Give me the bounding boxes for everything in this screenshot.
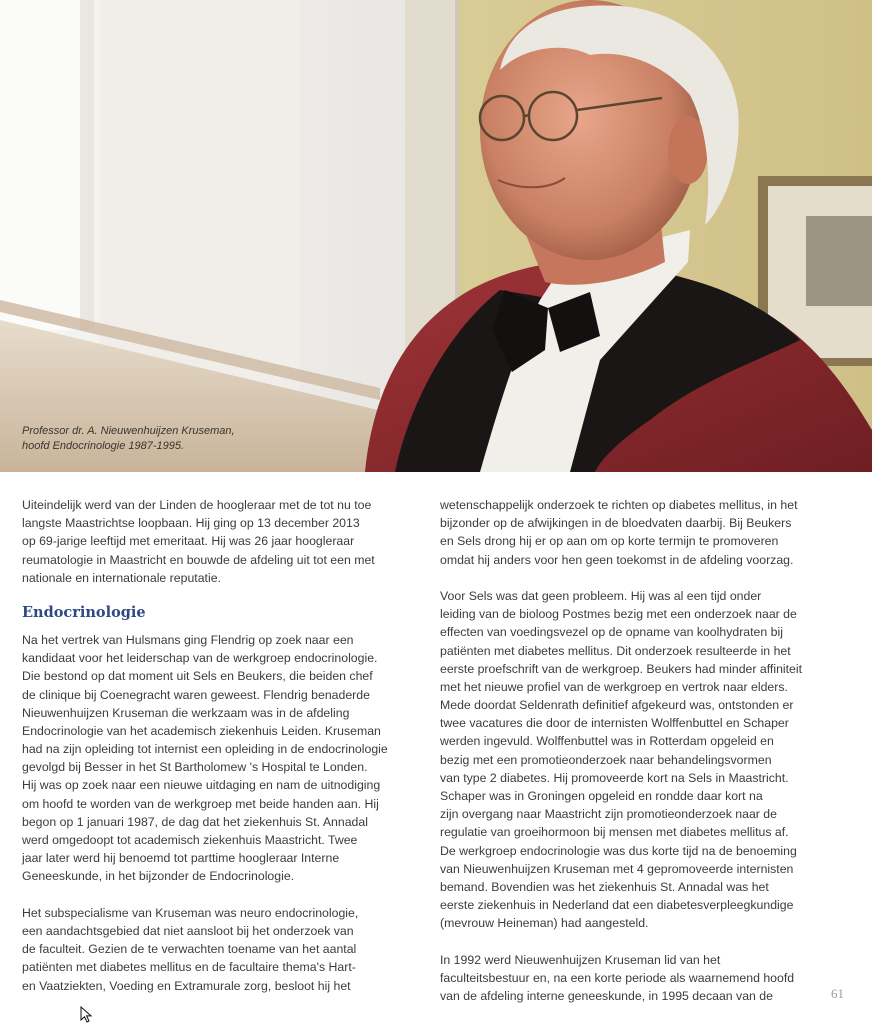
text-line: langste Maastrichtse loopbaan. Hij ging op 13 december 2013 <box>22 516 360 531</box>
text-line: Na het vertrek van Hulsmans ging Flendrig op zoek naar een <box>22 632 354 647</box>
text-line: van de afdeling interne geneeskunde, in 1995 decaan van de <box>440 989 773 1004</box>
text-line: nationale en internationale reputatie. <box>22 570 221 585</box>
text-line: bezig met een promotieonderzoek naar behandelingsvormen <box>440 752 772 767</box>
text-line: Schaper was in Groningen opgeleid en rondde daar kort na <box>440 789 763 803</box>
text-column-left <box>22 496 407 995</box>
text-line: Die bestond op dat moment uit Sels en Beukers, die beiden chef <box>22 669 373 684</box>
text-line: eerste ziekenhuis in Nederland dat een diabetesverpleegkundige <box>440 898 794 913</box>
text-column-right <box>440 496 820 1005</box>
text-line: kandidaat voor het leiderschap van de werkgroep endocrinologie. <box>22 651 378 666</box>
text-line: Mede doordat Seldenrath definitief afgekeurd was, ontstonden er <box>440 698 794 713</box>
page-number: 61 <box>831 986 844 1001</box>
text-line: met het nieuwe profiel van de werkgroep en vertrok naar elders. <box>440 679 788 694</box>
text-line: om hoofd te worden van de werkgroep met beide handen aan. Hij <box>22 796 379 811</box>
text-line: eerste proefschrift van de werkgroep. Beukers had minder affiniteit <box>440 661 803 676</box>
text-line: leiding van de bioloog Postmes bezig met een onderzoek naar de <box>440 607 797 622</box>
paragraph-1992 <box>440 951 820 1006</box>
text-line: twee vacatures die door de internisten Wolffenbuttel en Schaper <box>440 716 789 731</box>
portrait-photo <box>0 0 872 472</box>
text-line: wetenschappelijk onderzoek te richten op diabetes mellitus, in het <box>440 498 798 512</box>
text-line: had na zijn opleiding tot internist een opleiding in de endocrinologie <box>22 742 388 757</box>
text-line: en Sels drong hij er op aan om op korte termijn te promoveren <box>440 534 779 549</box>
paragraph-intro <box>22 496 407 587</box>
text-line: patiënten met diabetes mellitus en de facultaire thema's Hart- <box>22 960 356 975</box>
text-line: werden ingevuld. Wolffenbuttel was in Rotterdam opgeleid en <box>440 734 774 749</box>
text-line: gevolgd bij Besser in het St Bartholomew 's Hospital te Londen. <box>22 760 368 775</box>
text-line: Geneeskunde, in het bijzonder de Endocrinologie. <box>22 869 295 884</box>
section-heading: Endocrinologie <box>22 603 146 621</box>
paragraph-gap <box>440 933 820 951</box>
text-line: de clinique bij Coenegracht waren geweest. Flendrig benaderde <box>22 687 370 702</box>
text-line: een aandachtsgebied dat niet aansloot bij het onderzoek van <box>22 923 354 938</box>
text-line: van Nieuwenhuijzen Kruseman met 4 gepromoveerde internisten <box>440 861 794 876</box>
text-line: werd omgedoopt tot academisch ziekenhuis Maastricht. Twee <box>22 833 358 847</box>
text-line: patiënten met diabetes mellitus. Dit onderzoek resulteerde in het <box>440 643 791 658</box>
text-line: (mevrouw Heineman) had aangesteld. <box>440 916 649 931</box>
paragraph-onderzoek <box>440 496 820 569</box>
text-line: Uiteindelijk werd van der Linden de hoogleraar met de tot nu toe <box>22 498 372 512</box>
text-line: begon op 1 januari 1987, de dag dat het ziekenhuis St. Annadal <box>22 814 368 829</box>
text-line: De werkgroep endocrinologie was dus korte tijd na de benoeming <box>440 843 797 858</box>
paragraph-sels <box>440 587 820 933</box>
text-line: reumatologie in Maastricht en bouwde de afdeling uit tot een met <box>22 552 375 567</box>
paragraph-endocrinologie <box>22 631 407 886</box>
text-line: Voor Sels was dat geen probleem. Hij was al een tijd onder <box>440 588 762 603</box>
text-line: faculteitsbestuur en, na een korte periode als waarnemend hoofd <box>440 970 795 985</box>
paragraph-gap <box>22 886 407 904</box>
caption-line: hoofd Endocrinologie 1987-1995. <box>22 440 185 452</box>
photo-caption <box>22 424 235 454</box>
mouse-pointer-icon <box>80 1006 94 1023</box>
text-line: Hij was op zoek naar een nieuwe uitdaging en nam de uitnodiging <box>22 778 381 793</box>
paragraph-subspecialisme <box>22 904 407 995</box>
text-line: Nieuwenhuijzen Kruseman die werkzaam was in de afdeling <box>22 705 350 720</box>
text-line: de faculteit. Gezien de te verwachten toename van het aantal <box>22 942 357 957</box>
text-line: Het subspecialisme van Kruseman was neuro endocrinologie, <box>22 905 359 920</box>
text-line: jaar later werd hij benoemd tot parttime hoogleraar Interne <box>22 851 340 866</box>
text-line: effecten van voedingsvezel op de opname van koolhydraten bij <box>440 625 783 640</box>
text-line: regulatie van groeihormoon bij mensen met diabetes mellitus af. <box>440 825 789 840</box>
portrait-illustration <box>0 0 872 472</box>
text-line: In 1992 werd Nieuwenhuijzen Kruseman lid van het <box>440 952 721 967</box>
text-line: omdat hij anders voor hen geen toekomst in de afdeling voorzag. <box>440 552 794 567</box>
text-line: Endocrinologie van het academisch ziekenhuis Leiden. Kruseman <box>22 723 381 738</box>
text-line: bijzonder op de afwijkingen in de bloedvaten daarbij. Bij Beukers <box>440 516 792 531</box>
text-line: zijn overgang naar Maastricht zijn promotieonderzoek naar de <box>440 807 777 822</box>
text-line: en Vaatziekten, Voeding en Extramurale zorg, besloot hij het <box>22 978 351 993</box>
text-line: bemand. Bovendien was het ziekenhuis St. Annadal was het <box>440 879 769 894</box>
paragraph-gap <box>440 569 820 587</box>
text-line: van type 2 diabetes. Hij promoveerde kort na Sels in Maastricht. <box>440 770 789 785</box>
text-line: op 69-jarige leeftijd met emeritaat. Hij was 26 jaar hoogleraar <box>22 534 355 549</box>
caption-line: Professor dr. A. Nieuwenhuijzen Kruseman, <box>22 425 235 437</box>
